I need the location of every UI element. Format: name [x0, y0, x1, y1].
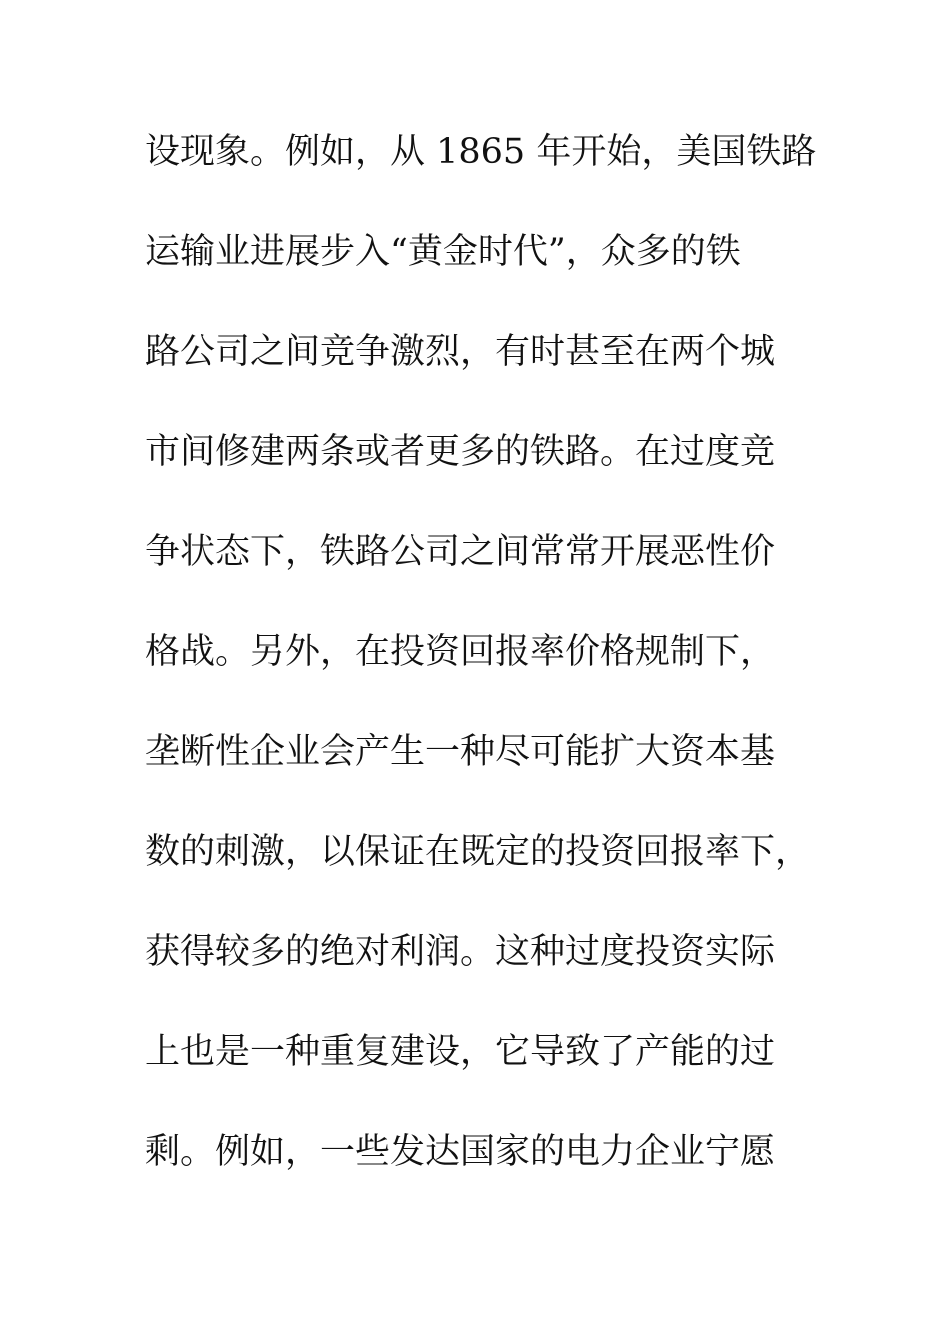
text-line: 上也是一种重复建设，它导致了产能的过 — [145, 1032, 776, 1072]
text-line: 运输业进展步入“黄金时代”，众多的铁 — [145, 232, 741, 272]
text-line: 垄断性企业会产生一种尽可能扩大资本基 — [145, 732, 776, 772]
text-line: 剩。例如，一些发达国家的电力企业宁愿 — [145, 1132, 776, 1172]
text-line: 获得较多的绝对利润。这种过度投资实际 — [145, 932, 776, 972]
text-line: 设现象。例如，从 1865 年开始，美国铁路 — [145, 132, 817, 172]
text-line: 市间修建两条或者更多的铁路。在过度竞 — [145, 432, 776, 472]
text-line: 格战。另外，在投资回报率价格规制下， — [145, 632, 776, 672]
text-line: 路公司之间竞争激烈，有时甚至在两个城 — [145, 332, 776, 372]
body-text — [145, 122, 825, 1222]
text-line: 数的刺激，以保证在既定的投资回报率下， — [145, 832, 811, 872]
text-line: 争状态下，铁路公司之间常常开展恶性价 — [145, 532, 776, 572]
